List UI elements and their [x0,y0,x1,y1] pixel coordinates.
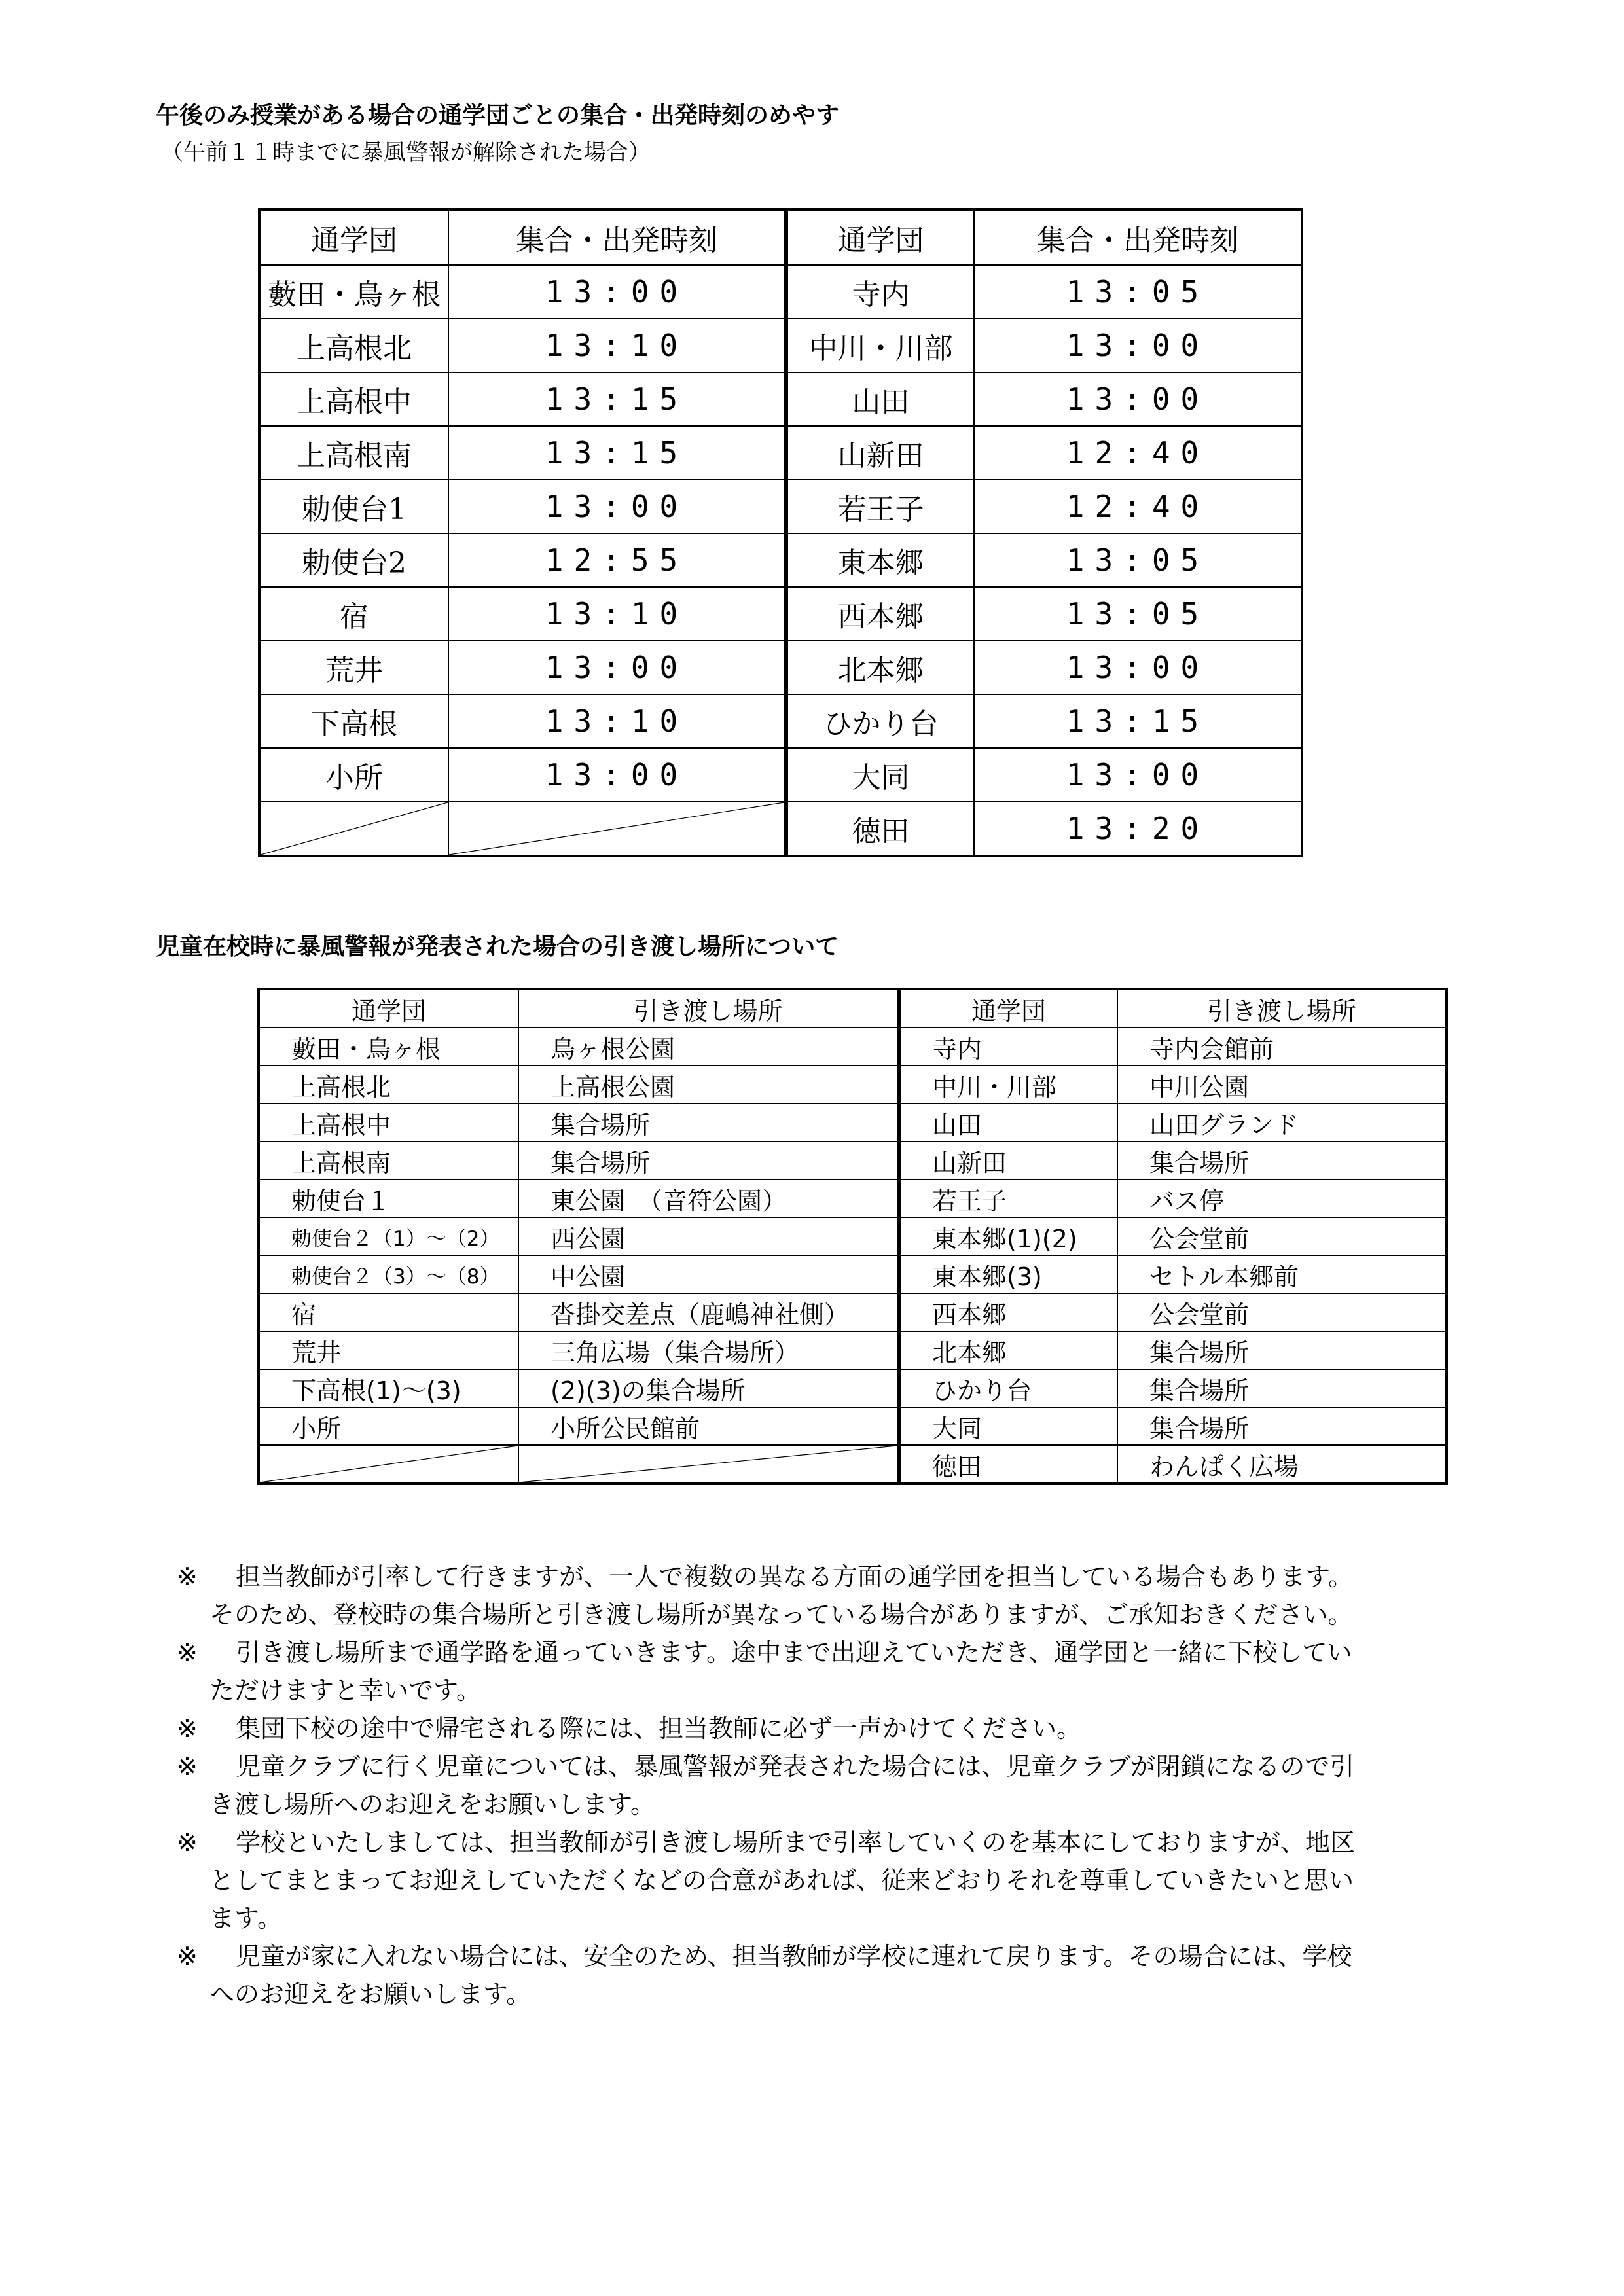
handover-place-cell: 公会堂前 [1117,1293,1447,1331]
handover-place-cell: 東公園 （音符公園） [518,1179,899,1217]
handover-place-cell: (2)(3)の集合場所 [518,1369,899,1407]
handover-place-cell: 小所公民館前 [518,1407,899,1445]
group-name-cell: 徳田 [786,802,974,856]
notes-list [177,1558,1486,2013]
group-name-cell: 西本郷 [786,587,974,641]
note-mark: ※ [177,1828,198,1857]
table-row [259,1369,1447,1407]
note-item [177,1710,1486,1748]
group-name-cell: 東本郷 [786,533,974,587]
handover-place-cell: 寺内会館前 [1117,1028,1447,1066]
handover-place-cell: バス停 [1117,1179,1447,1217]
time-cell: 13:05 [974,587,1302,641]
group-name-cell: 荒井 [259,1331,518,1369]
group-name-cell: 東本郷(1)(2) [899,1217,1117,1255]
table-row [259,641,1302,694]
group-name-cell: 中川・川部 [899,1066,1117,1103]
table-row [259,533,1302,587]
group-name-cell: 北本郷 [786,641,974,694]
time-cell: 13:00 [974,748,1302,802]
group-name-cell: 寺内 [899,1028,1117,1066]
handover-place-cell: 集合場所 [1117,1369,1447,1407]
table-row [259,1217,1447,1255]
group-name-cell: 下高根 [259,694,448,748]
handover-place-cell: 中川公園 [1117,1066,1447,1103]
time-cell: 13:20 [974,802,1302,856]
note-text-line: 引き渡し場所まで通学路を通っていきます。途中まで出迎えていただき、通学団と一緒に下校してい [236,1638,1352,1667]
table-row [259,1293,1447,1331]
group-name-cell: 小所 [259,1407,518,1445]
table-row [259,372,1302,426]
group-name-cell: 山田 [899,1103,1117,1141]
handover-place-cell: 公会堂前 [1117,1217,1447,1255]
column-header: 引き渡し場所 [518,989,899,1028]
group-name-cell: ひかり台 [899,1369,1117,1407]
table-row [259,1445,1447,1484]
handover-place-cell: 集合場所 [1117,1407,1447,1445]
table-row [259,319,1302,372]
time-cell: 13:10 [448,694,786,748]
column-header: 通学団 [786,209,974,265]
time-cell: 13:00 [448,748,786,802]
group-name-cell: 若王子 [786,480,974,533]
note-text-line: ただけますと幸いです。 [209,1676,481,1705]
group-name-cell: 北本郷 [899,1331,1117,1369]
time-cell: 13:05 [974,265,1302,319]
group-name-cell: 下高根(1)～(3) [259,1369,518,1407]
note-mark: ※ [177,1752,198,1781]
note-text-line: き渡し場所へのお迎えをお願いします。 [209,1790,655,1819]
note-text-line: へのお迎えをお願いします。 [209,1980,531,2009]
empty-slashed-cell [448,802,786,856]
group-name-cell: ひかり台 [786,694,974,748]
group-name-cell: 西本郷 [899,1293,1117,1331]
note-text-line: 担当教師が引率して行きますが、一人で複数の異なる方面の通学団を担当している場合もあります。 [236,1562,1353,1591]
group-name-cell: 勅使台１ [259,1179,518,1217]
table-row [259,694,1302,748]
note-item [177,1748,1486,1823]
time-cell: 13:00 [448,265,786,319]
group-name-cell: 寺内 [786,265,974,319]
time-cell: 13:15 [448,372,786,426]
handover-place-cell: 三角広場（集合場所） [518,1331,899,1369]
column-header: 集合・出発時刻 [974,209,1302,265]
heading-handover-places: 児童在校時に暴風警報が発表された場合の引き渡し場所について [156,933,839,960]
heading-assembly-times: 午後のみ授業がある場合の通学団ごとの集合・出発時刻のめやす [156,102,840,129]
time-cell: 13:10 [448,319,786,372]
group-name-cell: 徳田 [899,1445,1117,1484]
group-name-cell: 上高根中 [259,1103,518,1141]
note-item [177,1634,1486,1710]
group-name-cell: 上高根北 [259,319,448,372]
group-name-cell: 藪田・鳥ヶ根 [259,1028,518,1066]
note-text-line: ます。 [209,1904,282,1933]
group-name-cell: 勅使台2 [259,533,448,587]
note-item [177,1823,1486,1937]
note-item [177,1937,1486,2013]
table-row [259,1331,1447,1369]
column-header: 集合・出発時刻 [448,209,786,265]
handover-place-cell: 沓掛交差点（鹿嶋神社側） [518,1293,899,1331]
group-name-cell: 上高根南 [259,1141,518,1179]
time-cell: 13:00 [974,372,1302,426]
table-row [259,1066,1447,1103]
group-name-cell: 勅使台２（1）～（2） [259,1217,518,1255]
empty-slashed-cell [259,802,448,856]
table-row [259,748,1302,802]
table-row [259,426,1302,480]
handover-place-cell: 集合場所 [1117,1141,1447,1179]
handover-place-cell: 集合場所 [1117,1331,1447,1369]
group-name-cell: 大同 [786,748,974,802]
table-row [259,1141,1447,1179]
note-mark: ※ [177,1562,198,1591]
time-cell: 12:40 [974,480,1302,533]
time-cell: 13:00 [974,641,1302,694]
column-header: 通学団 [899,989,1117,1028]
table-row [259,480,1302,533]
time-cell: 13:00 [448,480,786,533]
table-row [259,1179,1447,1217]
group-name-cell: 上高根南 [259,426,448,480]
note-text-line: 集団下校の途中で帰宅される際には、担当教師に必ず一声かけてください。 [236,1714,1082,1743]
time-cell: 13:15 [448,426,786,480]
group-name-cell: 山新田 [899,1141,1117,1179]
group-name-cell: 勅使台1 [259,480,448,533]
group-name-cell: 上高根中 [259,372,448,426]
time-cell: 13:15 [974,694,1302,748]
handover-place-cell: 鳥ヶ根公園 [518,1028,899,1066]
group-name-cell: 荒井 [259,641,448,694]
group-name-cell: 小所 [259,748,448,802]
handover-place-cell: 上高根公園 [518,1066,899,1103]
table-row [259,587,1302,641]
note-text-line: としてまとまってお迎えしていただくなどの合意があれば、従来どおりそれを尊重していきたいと思い [209,1866,1354,1895]
group-name-cell: 勅使台２（3）～（8） [259,1255,518,1293]
group-name-cell: 宿 [259,1293,518,1331]
time-cell: 13:05 [974,533,1302,587]
table-row [259,802,1302,856]
group-name-cell: 宿 [259,587,448,641]
assembly-time-table [258,208,1303,857]
handover-place-cell: 西公園 [518,1217,899,1255]
group-name-cell: 大同 [899,1407,1117,1445]
group-name-cell: 若王子 [899,1179,1117,1217]
table-row [259,1103,1447,1141]
handover-place-cell: 集合場所 [518,1141,899,1179]
time-cell: 13:10 [448,587,786,641]
column-header: 通学団 [259,989,518,1028]
note-text-line: 児童クラブに行く児童については、暴風警報が発表された場合には、児童クラブが閉鎖になるので引 [236,1752,1355,1781]
empty-slashed-cell [259,1445,518,1484]
group-name-cell: 山田 [786,372,974,426]
table-header-row [259,989,1447,1028]
time-cell: 12:55 [448,533,786,587]
handover-place-table [257,988,1448,1485]
note-text-line: そのため、登校時の集合場所と引き渡し場所が異なっている場合がありますが、ご承知おきください。 [209,1600,1353,1629]
note-mark: ※ [177,1714,198,1743]
time-cell: 13:00 [974,319,1302,372]
table-header-row [259,209,1302,265]
handover-place-cell: 中公園 [518,1255,899,1293]
handover-place-cell: わんぱく広場 [1117,1445,1447,1484]
group-name-cell: 中川・川部 [786,319,974,372]
group-name-cell: 東本郷(3) [899,1255,1117,1293]
group-name-cell: 上高根北 [259,1066,518,1103]
time-cell: 12:40 [974,426,1302,480]
empty-slashed-cell [518,1445,899,1484]
group-name-cell: 山新田 [786,426,974,480]
note-mark: ※ [177,1638,198,1667]
time-cell: 13:00 [448,641,786,694]
note-item [177,1558,1486,1634]
note-text-line: 児童が家に入れない場合には、安全のため、担当教師が学校に連れて戻ります。その場合には、学校 [236,1942,1352,1971]
note-mark: ※ [177,1942,198,1971]
table-row [259,1255,1447,1293]
handover-place-cell: セトル本郷前 [1117,1255,1447,1293]
column-header: 引き渡し場所 [1117,989,1447,1028]
table-row [259,1028,1447,1066]
note-text-line: 学校といたしましては、担当教師が引き渡し場所まで引率していくのを基本にしておりますが、地区 [236,1828,1356,1857]
handover-place-cell: 集合場所 [518,1103,899,1141]
table-row [259,1407,1447,1445]
table-row [259,265,1302,319]
group-name-cell: 藪田・鳥ヶ根 [259,265,448,319]
subheading-condition: （午前１１時までに暴風警報が解除された場合） [161,139,651,166]
handover-place-cell: 山田グランド [1117,1103,1447,1141]
column-header: 通学団 [259,209,448,265]
